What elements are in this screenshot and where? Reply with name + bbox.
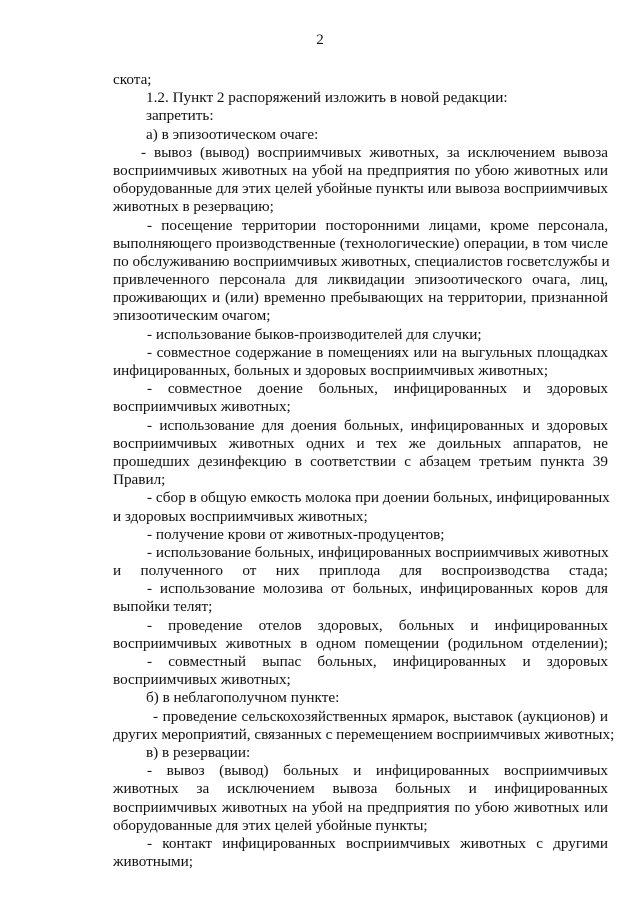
text-line: - посещение территории посторонними лицами, кроме персонала, [147, 216, 608, 234]
text-line: восприимчивых животных в одном помещении (родильном отделении); [113, 634, 608, 652]
text-line: восприимчивых животных; [113, 398, 291, 416]
text-line: других мероприятий, связанных с перемещением восприимчивых животных; [113, 725, 615, 743]
document-body [113, 71, 615, 871]
text-line: восприимчивых животных одних и тех же доильных аппаратов, не [113, 434, 608, 452]
text-line: и здоровых восприимчивых животных; [113, 507, 368, 525]
text-line: запретить: [146, 107, 214, 125]
text-line: - получение крови от животных-продуцентов; [147, 525, 445, 543]
text-line: б) в неблагополучном пункте: [146, 689, 340, 707]
text-line: - использование быков-производителей для случки; [147, 325, 482, 343]
text-line: - вывоз (вывод) восприимчивых животных, за исключением вывоза [141, 143, 608, 161]
text-line: - использование молозива от больных, инфицированных коров для [147, 580, 608, 598]
text-line: оборудованные для этих целей убойные пункты или вывоза восприимчивых [113, 180, 608, 198]
text-line: животными; [113, 853, 194, 871]
text-line: оборудованные для этих целей убойные пункты; [113, 816, 428, 834]
text-line: выпойки телят; [113, 598, 213, 616]
text-line: и полученного от них приплода для воспроизводства стада; [113, 562, 608, 580]
text-line: проживающих и (или) временно пребывающих на территории, признанной [113, 289, 608, 307]
text-line: - контакт инфицированных восприимчивых животных с другими [147, 834, 608, 852]
text-line: выполняющего производственные (технологические) операции, в том числе [113, 234, 608, 252]
text-line: Правил; [113, 471, 166, 489]
text-line: инфицированных, больных и здоровых восприимчивых животных; [113, 362, 549, 379]
text-line: восприимчивых животных на убой на предприятия по убою животных или [113, 161, 608, 179]
text-line: 1.2. Пункт 2 распоряжений изложить в новой редакции: [146, 89, 508, 107]
text-line: животных за исключением вывоза больных и инфицированных [113, 780, 608, 798]
page-number: 2 [316, 32, 324, 48]
text-line: - совместное доение больных, инфицированных и здоровых [147, 380, 608, 398]
text-line: - вывоз (вывод) больных и инфицированных восприимчивых [147, 762, 608, 780]
text-line: - сбор в общую емкость молока при доении больных, инфицированных [147, 489, 610, 507]
text-line: - проведение отелов здоровых, больных и инфицированных [147, 616, 608, 634]
text-line: животных в резервацию; [113, 198, 274, 216]
text-line: скота; [113, 71, 152, 88]
text-line: восприимчивых животных; [113, 671, 291, 689]
text-line: по обслуживанию восприимчивых животных, специалистов госветслужбы и [113, 252, 610, 270]
text-line: восприимчивых животных на убой на предприятия по убою животных или [113, 798, 608, 816]
text-line: а) в эпизоотическом очаге: [146, 125, 319, 143]
text-line: в) в резервации: [146, 743, 251, 761]
text-line: эпизоотическим очагом; [113, 307, 271, 325]
text-line: привлеченного персонала для ликвидации эпизоотического очага, лиц, [113, 271, 608, 289]
text-line: - использование больных, инфицированных восприимчивых животных [147, 543, 609, 561]
text-line: - совместное содержание в помещениях или на выгульных площадках [147, 343, 608, 361]
text-line: прошедших дезинфекцию в соответствии с абзацем третьим пункта 39 [113, 452, 608, 470]
text-line: - использование для доения больных, инфицированных и здоровых [147, 416, 608, 434]
text-line: - совместный выпас больных, инфицированных и здоровых [147, 653, 608, 670]
text-line: - проведение сельскохозяйственных ярмарок, выставок (аукционов) и [153, 707, 608, 725]
